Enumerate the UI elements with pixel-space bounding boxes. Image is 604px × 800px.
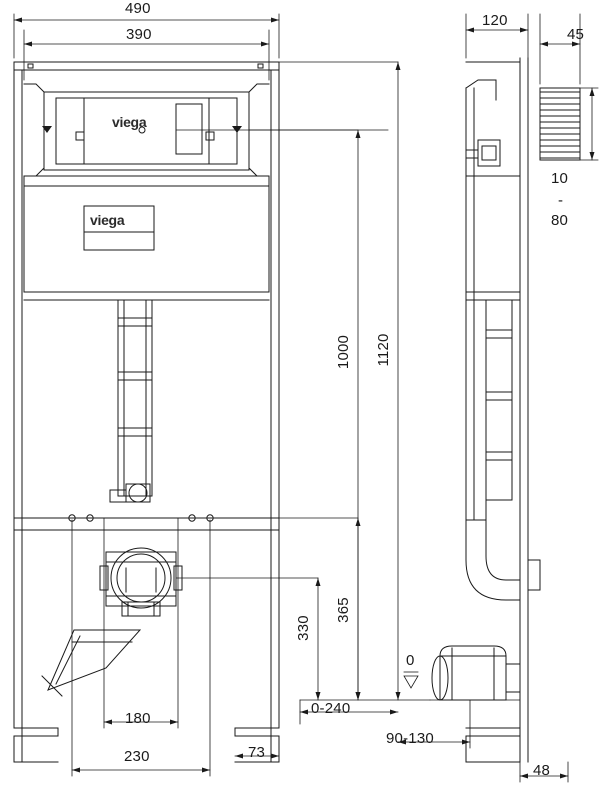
dim-0-240-label: 0-240	[311, 700, 351, 717]
dim-1120-label: 1120	[375, 333, 392, 367]
dim-45-label: 45	[567, 26, 585, 43]
side-flushplate	[478, 140, 500, 166]
flushplate-recess-left	[24, 84, 44, 176]
flushplate-button	[176, 104, 202, 154]
dim-490-label: 490	[125, 0, 151, 17]
dim-10-label: 10	[551, 170, 569, 187]
dim-48-label: 48	[533, 762, 551, 779]
cistern-body	[24, 176, 269, 292]
top-rail-fixing-right	[258, 64, 263, 68]
viega-logo-flushplate: viega	[112, 114, 147, 130]
dim-dash-label: -	[558, 192, 564, 209]
dim-0-label: 0	[406, 652, 415, 669]
dim-330-label: 330	[295, 615, 312, 641]
outlet-collar-inner	[117, 554, 165, 602]
waste-stub	[48, 630, 140, 690]
viega-logo-cistern: viega	[90, 212, 125, 228]
dim-180-label: 180	[125, 710, 151, 727]
level-mark-right	[232, 126, 242, 133]
dim-230-label: 230	[124, 748, 150, 765]
side-bend-inner	[486, 500, 520, 580]
side-outlet-horn	[440, 656, 506, 700]
wall-thickness-block	[540, 88, 580, 160]
flush-pipe	[118, 300, 152, 496]
dim-390-label: 390	[126, 26, 152, 43]
dim-90-130-label: 90-130	[386, 730, 434, 747]
outlet-collar-outer	[111, 548, 171, 608]
frame-top-rail	[14, 62, 279, 70]
dimension-lines	[14, 14, 598, 782]
dim-365-label: 365	[335, 597, 352, 623]
flushplate-opening	[44, 92, 249, 170]
side-bracket	[528, 560, 540, 590]
dim-120-label: 120	[482, 12, 508, 29]
top-rail-fixing-left	[28, 64, 33, 68]
dim-73-label: 73	[248, 744, 266, 761]
dim-1000-label: 1000	[335, 334, 352, 370]
dim-80-label: 80	[551, 212, 569, 229]
side-bend-outer	[466, 520, 520, 600]
side-top-cap	[466, 80, 496, 100]
